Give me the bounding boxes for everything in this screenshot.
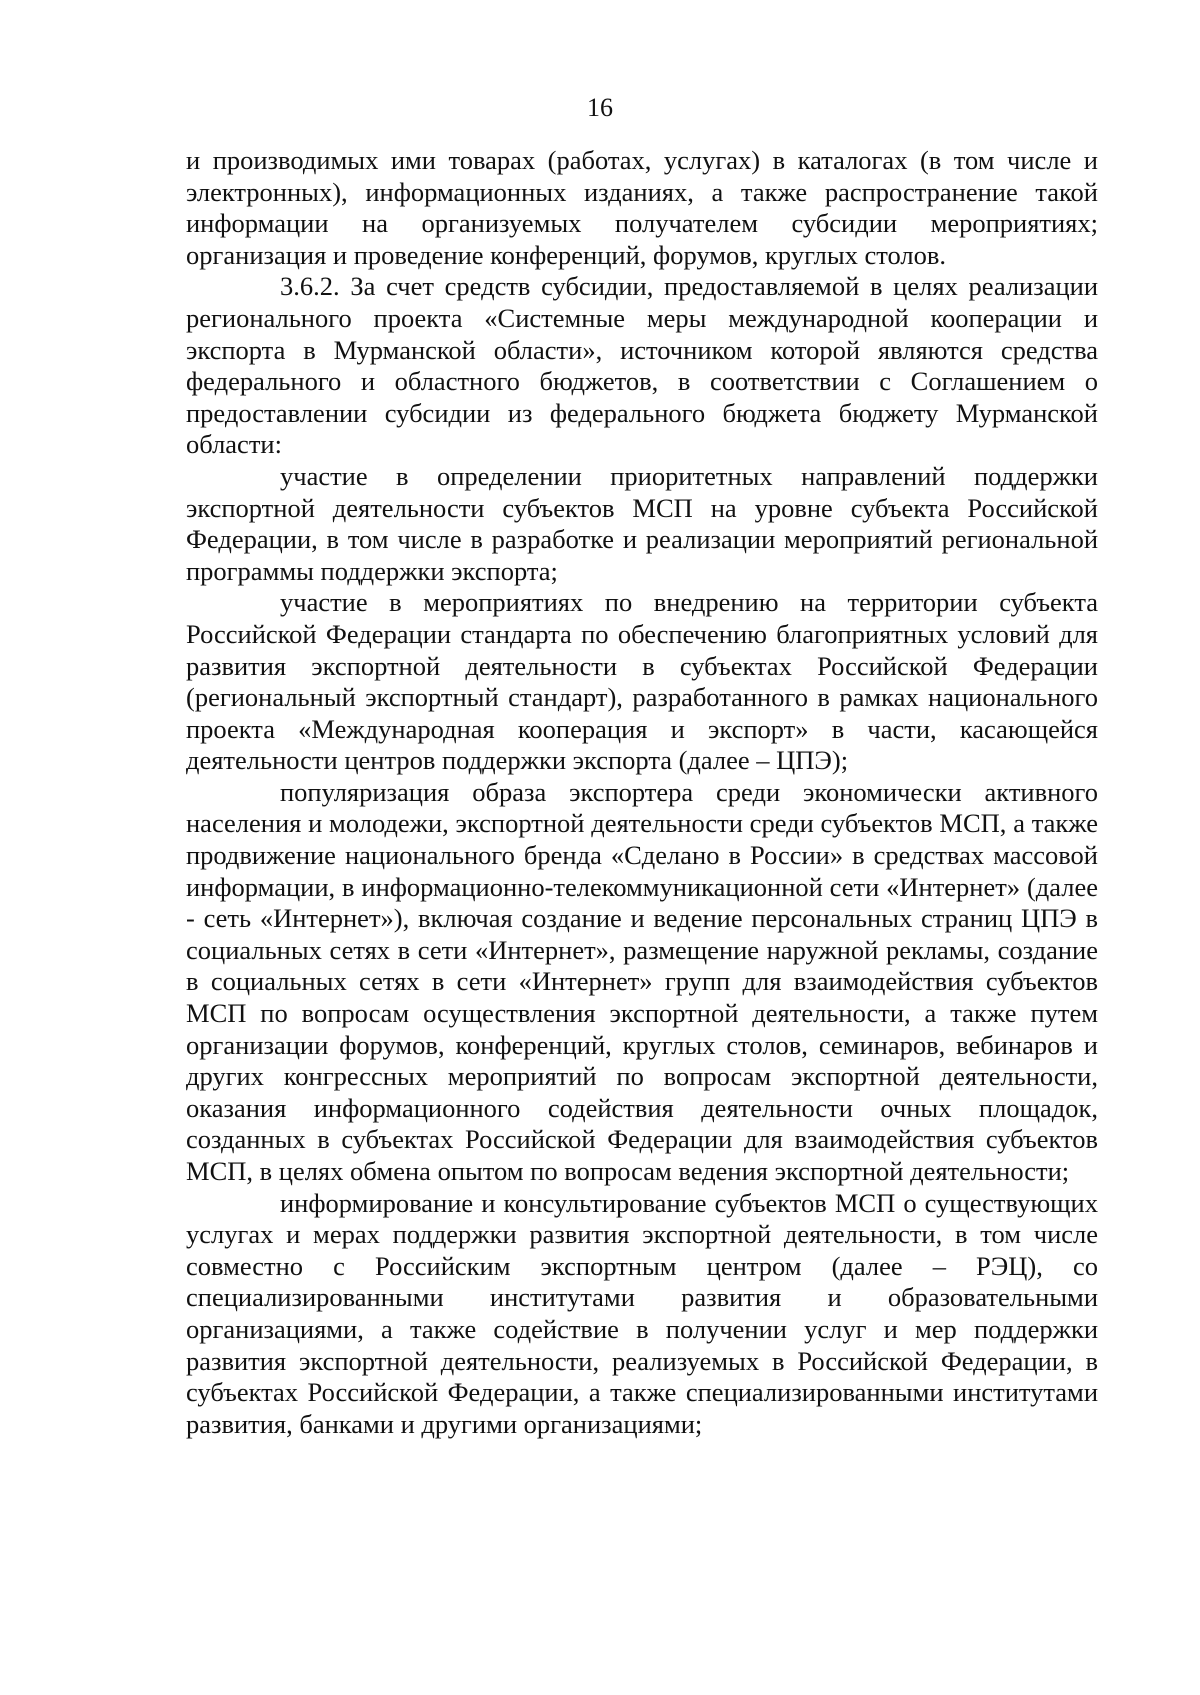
paragraph-exporter-popularization: популяризация образа экспортера среди экономически активного населения и молодежи, экспортной деятельности среди субъектов МСП, а также продвижение национального бренда «Сделано в России» в средствах массовой информации, в информационно-телекоммуникационной сети «Интернет» (далее - сеть «Интернет»), включая создание и ведение персональных страниц ЦПЭ в социальных сетях в сети «Интернет», размещение наружной рекламы, создание в социальных сетях в сети «Интернет» групп для взаимодействия субъектов МСП по вопросам осуществления экспортной деятельности, а также путем организации форумов, конференций, круглых столов, семинаров, вебинаров и других конгрессных мероприятий по вопросам экспортной деятельности, оказания информационного содействия деятельности очных площадок, созданных в субъектах Российской Федерации для взаимодействия субъектов МСП, в целях обмена опытом по вопросам ведения экспортной деятельности; xyxy=(186,776,1098,1186)
page-number: 16 xyxy=(587,93,613,122)
paragraph-continuation: и производимых ими товарах (работах, услугах) в каталогах (в том числе и электронных), информационных изданиях, а также распространение такой информации на организуемых получателем субсидии мероприятиях; организация и проведение конференций, форумов, круглых столов. xyxy=(186,145,1098,270)
paragraph-informing-consulting: информирование и консультирование субъектов МСП о существующих услугах и мерах поддержки развития экспортной деятельности, в том числе совместно с Российским экспортным центром (далее – РЭЦ), со специализированными институтами развития и образовательными организациями, а также содействие в получении услуг и мер поддержки развития экспортной деятельности, реализуемых в Российской Федерации, в субъектах Российской Федерации, а также специализированными институтами развития, банками и другими организациями; xyxy=(186,1187,1098,1439)
paragraph-export-standard: участие в мероприятиях по внедрению на территории субъекта Российской Федерации стандарта по обеспечению благоприятных условий для развития экспортной деятельности в субъектах Российской Федерации (региональный экспортный стандарт), разработанного в рамках национального проекта «Международная кооперация и экспорт» в части, касающейся деятельности центров поддержки экспорта (далее – ЦПЭ); xyxy=(186,587,1098,776)
document-body xyxy=(186,145,1098,1440)
paragraph-section-3-6-2: 3.6.2. За счет средств субсидии, предоставляемой в целях реализации регионального проекта «Системные меры международной кооперации и экспорта в Мурманской области», источником которой являются средства федерального и областного бюджетов, в соответствии с Соглашением о предоставлении субсидии из федерального бюджета бюджету Мурманской области: xyxy=(186,271,1098,460)
paragraph-priority-directions: участие в определении приоритетных направлений поддержки экспортной деятельности субъектов МСП на уровне субъекта Российской Федерации, в том числе в разработке и реализации мероприятий региональной программы поддержки экспорта; xyxy=(186,460,1098,586)
